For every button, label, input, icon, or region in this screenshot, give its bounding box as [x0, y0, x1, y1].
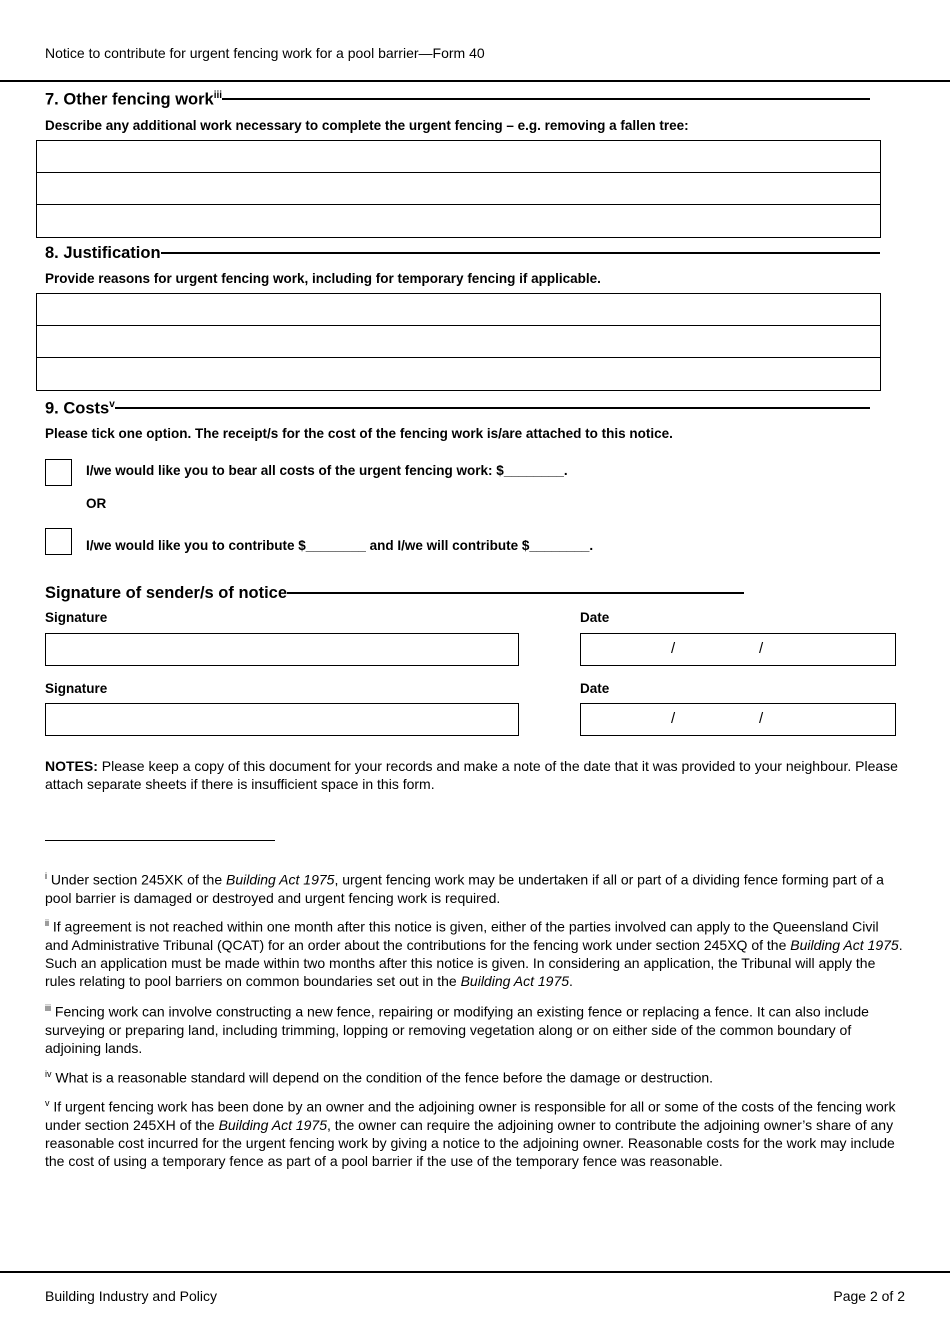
- section-9-footnote-ref: v: [109, 399, 115, 410]
- footnote-text: .: [569, 973, 573, 990]
- section-7-number: 7.: [45, 90, 59, 109]
- section-9-instruction: Please tick one option. The receipt/s for the cost of the fencing work is/are attached to this notice.: [45, 426, 673, 441]
- section-7-row-3[interactable]: [37, 205, 880, 237]
- date-separator: /: [759, 640, 764, 657]
- footnote-iv: [45, 1065, 905, 1087]
- date-separator: /: [759, 710, 764, 727]
- signature-field-2[interactable]: [45, 703, 519, 736]
- signature-section-title: Signature of sender/s of notice: [45, 584, 288, 602]
- footnote-i: [45, 867, 905, 907]
- footer-divider: [0, 1271, 950, 1273]
- signature-section-rule: [287, 592, 744, 594]
- section-8-title: Justification: [63, 244, 161, 262]
- footnote-mark: v: [45, 1098, 50, 1108]
- footnote-text: If urgent fencing work has been done by an owner and the adjoining owner is responsible for all or some of the costs of the fencing work under section 245XH of the: [45, 1098, 896, 1133]
- footer-department: Building Industry and Policy: [45, 1288, 217, 1304]
- option-2-label: I/we would like you to contribute $________ and I/we will contribute $________.: [86, 538, 594, 553]
- date-label-2: Date: [580, 681, 610, 696]
- section-7-rule: [222, 98, 870, 100]
- signature-label-1: Signature: [45, 610, 108, 625]
- footnote-text: Fencing work can involve constructing a new fence, repairing or modifying an existing fence or replacing a fence. It can also include surveying or preparing land, including trimming, lopping or removing vegetation along or on either side of the common boundary of adjoining lands.: [45, 1003, 869, 1057]
- footnote-text: If agreement is not reached within one month after this notice is given, either of the parties involved can apply to the Queensland Civil and Administrative Tribunal (QCAT) for an order about the contributions for the fencing work under section 245XQ of the: [45, 918, 879, 953]
- section-8-number: 8.: [45, 244, 59, 262]
- option-1-label: I/we would like you to bear all costs of the urgent fencing work: $________.: [86, 463, 568, 478]
- footnote-text: , urgent fencing work may be undertaken if all or part of a dividing fence forming part of a pool barrier is damaged or destroyed and urgent fencing work is required.: [45, 871, 884, 906]
- footnote-mark: i: [45, 871, 47, 881]
- footnote-ii: [45, 914, 905, 990]
- date-field-1[interactable]: [580, 633, 896, 666]
- section-7-table: [36, 140, 881, 238]
- signature-label-2: Signature: [45, 681, 108, 696]
- section-7-title: Other fencing work: [63, 90, 214, 109]
- act-name: Building Act 1975: [790, 936, 899, 953]
- section-7-row-1[interactable]: [37, 141, 880, 173]
- section-7-row-2[interactable]: [37, 173, 880, 205]
- act-name: Building Act 1975: [460, 973, 570, 990]
- date-label-1: Date: [580, 610, 610, 625]
- option-1-checkbox[interactable]: [45, 459, 72, 486]
- section-9-number: 9.: [45, 399, 59, 418]
- footnote-text: , the owner can require the adjoining owner to contribute the adjoining owner’s share of any reasonable cost incurred for the urgent fencing work by giving a notice to the adjoining owner. Reasonable costs for the work may include the cost of using a temporary fence as part of a pool barrier if the use of the temporary fence was reasonable.: [45, 1116, 895, 1170]
- footnote-text: What is a reasonable standard will depend on the condition of the fence before the damage or destruction.: [51, 1069, 714, 1086]
- act-name: Building Act 1975: [218, 1116, 328, 1133]
- section-9-rule: [115, 407, 870, 409]
- section-7-footnote-ref: iii: [213, 90, 223, 101]
- section-8-row-3[interactable]: [37, 358, 880, 390]
- section-8-rule: [161, 252, 880, 254]
- page-header-title: Notice to contribute for urgent fencing work for a pool barrier—Form 40: [45, 45, 485, 61]
- section-8-row-2[interactable]: [37, 326, 880, 358]
- section-8-table: [36, 293, 881, 391]
- section-9-title: Costs: [63, 399, 110, 418]
- option-2-checkbox[interactable]: [45, 528, 72, 555]
- notes-text: Please keep a copy of this document for your records and make a note of the date that it was provided to your neighbour. Please attach separate sheets if there is insufficient space in this form.: [45, 758, 898, 792]
- section-7-instruction: Describe any additional work necessary to complete the urgent fencing – e.g. removing a fallen tree:: [45, 118, 689, 133]
- notes-paragraph: [45, 757, 905, 793]
- signature-field-1[interactable]: [45, 633, 519, 666]
- section-7-heading: [45, 90, 870, 110]
- section-8-heading: [45, 244, 880, 263]
- notes-label: NOTES:: [45, 758, 98, 774]
- footnote-text: Under section 245XK of the: [47, 871, 226, 888]
- act-name: Building Act 1975: [226, 871, 335, 888]
- footnote-iii: [45, 999, 905, 1057]
- header-divider: [0, 80, 950, 82]
- footnote-mark: iii: [45, 1003, 51, 1013]
- footnote-text: . Such an application must be made within two months after this notice is given. In considering an application, the Tribunal will apply the rules relating to pool barriers on common boundaries set out in the: [45, 936, 903, 990]
- or-label: OR: [86, 496, 107, 511]
- section-9-heading: [45, 399, 870, 419]
- footnote-divider: [45, 840, 275, 841]
- date-separator: /: [671, 710, 676, 727]
- date-field-2[interactable]: [580, 703, 896, 736]
- footnote-mark: ii: [45, 918, 49, 928]
- section-8-instruction: Provide reasons for urgent fencing work, including for temporary fencing if applicable.: [45, 271, 601, 286]
- footer-page-number: Page 2 of 2: [833, 1288, 905, 1304]
- signature-section-heading: [45, 584, 744, 603]
- date-separator: /: [671, 640, 676, 657]
- section-8-row-1[interactable]: [37, 294, 880, 326]
- footnote-mark: iv: [45, 1069, 52, 1079]
- footnote-v: [45, 1094, 905, 1170]
